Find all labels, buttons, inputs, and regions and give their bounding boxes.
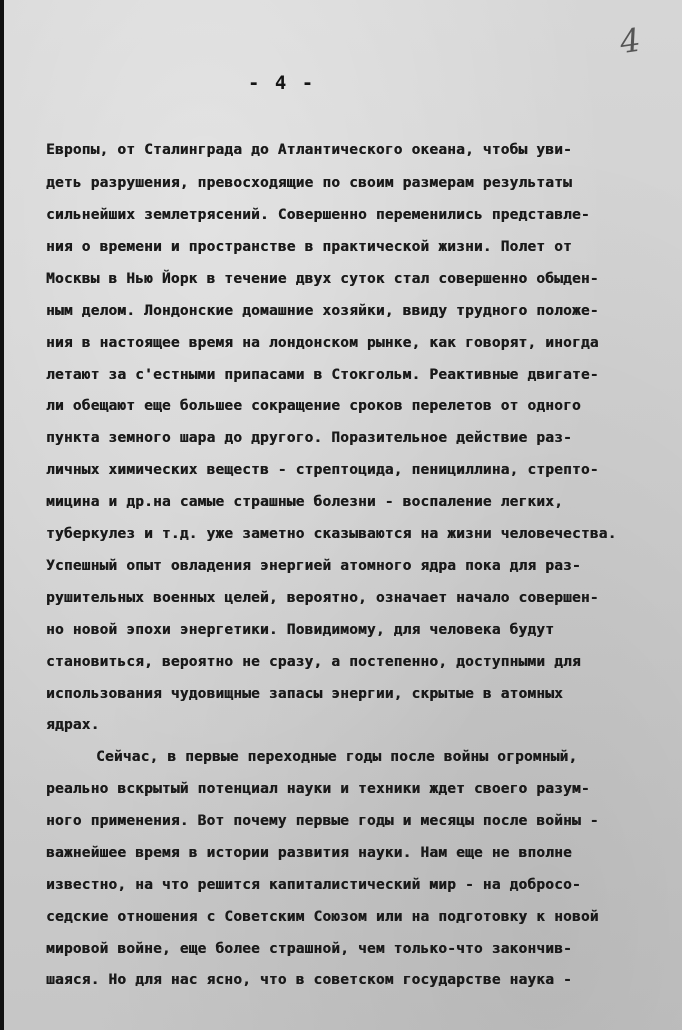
text-line: Европы, от Сталинграда до Атлантического океана, чтобы уви-	[46, 142, 572, 158]
text-line: Успешный опыт овладения энергией атомного ядра пока для раз-	[46, 558, 581, 574]
text-line: личных химических веществ - стрептоцида, пенициллина, стрепто-	[46, 462, 599, 478]
text-line: мицина и др.на самые страшные болезни - воспаление легких,	[46, 494, 564, 510]
handwritten-page-mark: 4	[617, 20, 643, 62]
text-line: ния в настоящее время на лондонском рынке, как говорят, иногда	[46, 335, 599, 351]
text-line: использования чудовищные запасы энергии, скрытые в атомных	[46, 686, 564, 702]
text-line: но новой эпохи энергетики. Повидимому, для человека будут	[46, 622, 555, 638]
text-line: ли обещают еще большее сокращение сроков перелетов от одного	[46, 398, 581, 414]
page-number: - 4 -	[248, 72, 316, 94]
text-line: туберкулез и т.д. уже заметно сказываются на жизни человечества.	[46, 526, 617, 542]
text-line: ным делом. Лондонские домашние хозяйки, ввиду трудного положе-	[46, 303, 599, 319]
text-line: становиться, вероятно не сразу, а постепенно, доступными для	[46, 654, 581, 670]
text-line: Москвы в Нью Йорк в течение двух суток стал совершенно обыден-	[46, 271, 599, 287]
text-line: ния о времени и пространстве в практической жизни. Полет от	[46, 239, 572, 255]
text-line: пункта земного шара до другого. Поразительное действие раз-	[46, 430, 572, 446]
text-line: сильнейших землетрясений. Совершенно переменились представле-	[46, 207, 590, 223]
text-line: шаяся. Но для нас ясно, что в советском государстве наука -	[46, 972, 572, 988]
text-line: рушительных военных целей, вероятно, означает начало совершен-	[46, 590, 599, 606]
text-line: ядрах.	[46, 717, 100, 733]
text-line: важнейшее время в истории развития науки. Нам еще не вполне	[46, 845, 572, 861]
text-line: Сейчас, в первые переходные годы после войны огромный,	[96, 749, 578, 765]
text-line: седские отношения с Советским Союзом или на подготовку к новой	[46, 909, 599, 925]
text-line: мировой войне, еще более страшной, чем только-что закончив-	[46, 941, 572, 957]
text-line: деть разрушения, превосходящие по своим размерам результаты	[46, 175, 572, 191]
text-line: реально вскрытый потенциал науки и техники ждет своего разум-	[46, 781, 590, 797]
scan-edge	[0, 0, 4, 1030]
text-line: ного применения. Вот почему первые годы и месяцы после войны -	[46, 813, 599, 829]
text-line: летают за с'естными припасами в Стокгольм. Реактивные двигате-	[46, 367, 599, 383]
text-line: известно, на что решится капиталистический мир - на добросо-	[46, 877, 581, 893]
